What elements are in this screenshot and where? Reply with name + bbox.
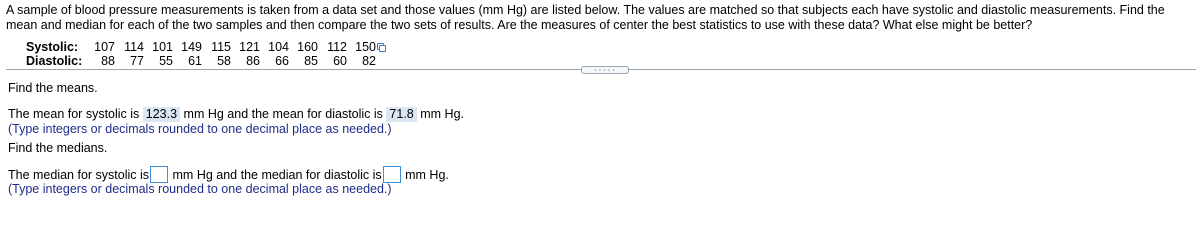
diastolic-row <box>26 54 385 68</box>
mean-sentence-mid: mm Hg and the mean for diastolic is <box>183 107 383 121</box>
table-cell: 55 <box>159 54 173 68</box>
table-cell: 85 <box>304 54 318 68</box>
table-cell: 104 <box>268 40 289 54</box>
table-cell: 58 <box>217 54 231 68</box>
table-cell: 61 <box>188 54 202 68</box>
table-cell: 101 <box>152 40 173 54</box>
question-text: A sample of blood pressure measurements is taken from a data set and those values (mm Hg) are listed below. The values are matched so that subjects each have systolic and diastolic measurements. Find the mean and median for each of the two samples and then compare the two sets of results. Are the measures of center the best statistics to use with these data? What else might be better? <box>6 3 1165 32</box>
expand-more-button[interactable]: • • • • • <box>581 66 629 74</box>
table-cell: 107 <box>94 40 115 54</box>
mean-hint: (Type integers or decimals rounded to one decimal place as needed.) <box>8 122 392 136</box>
median-sentence-mid: mm Hg and the median for diastolic is <box>172 168 382 182</box>
median-hint: (Type integers or decimals rounded to one decimal place as needed.) <box>8 182 392 196</box>
systolic-row <box>26 40 385 54</box>
data-table <box>26 40 385 68</box>
table-cell: 66 <box>275 54 289 68</box>
table-cell: 149 <box>181 40 202 54</box>
mean-sentence-end: mm Hg. <box>420 107 464 121</box>
systolic-mean-answer[interactable]: 123.3 <box>143 107 180 122</box>
copy-data-icon[interactable] <box>377 43 385 50</box>
table-cell: 60 <box>333 54 347 68</box>
table-cell: 121 <box>239 40 260 54</box>
table-cell: 160 <box>297 40 318 54</box>
table-cell: 86 <box>246 54 260 68</box>
table-cell: 77 <box>130 54 144 68</box>
systolic-label: Systolic: <box>26 40 79 54</box>
table-cell: 82 <box>362 54 376 68</box>
table-cell: 112 <box>327 40 347 54</box>
table-cell <box>347 40 385 54</box>
mean-sentence <box>8 106 464 122</box>
diastolic-mean-answer[interactable]: 71.8 <box>386 107 416 122</box>
mean-sentence-start: The mean for systolic is <box>8 107 140 121</box>
table-cell: 114 <box>124 40 144 54</box>
means-prompt: Find the means. <box>8 81 98 95</box>
median-sentence-start: The median for systolic is <box>8 168 150 182</box>
table-cell-value: 150 <box>355 40 376 54</box>
table-cell: 88 <box>101 54 115 68</box>
diastolic-label: Diastolic: <box>26 54 83 68</box>
table-cell: 115 <box>211 40 231 54</box>
medians-prompt: Find the medians. <box>8 141 108 155</box>
median-sentence-end: mm Hg. <box>405 168 449 182</box>
